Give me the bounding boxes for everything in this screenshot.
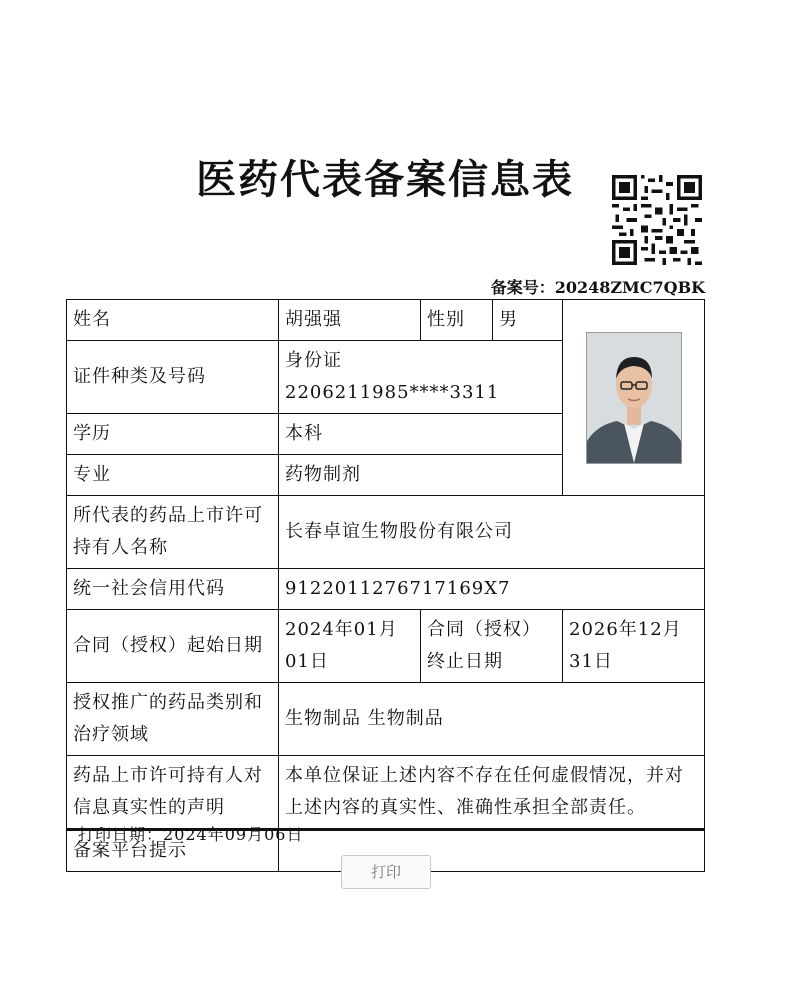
- table-row: [67, 300, 705, 341]
- credit-code-value: 9122011276717169X7: [279, 569, 705, 610]
- record-number: [491, 275, 705, 298]
- contract-end-label: 合同（授权）终止日期: [421, 610, 563, 683]
- credit-code-label: 统一社会信用代码: [67, 569, 279, 610]
- table-row: [67, 496, 705, 569]
- table-row: [67, 683, 705, 756]
- gender-label: 性别: [421, 300, 493, 341]
- info-table: [66, 299, 705, 872]
- name-label: 姓名: [67, 300, 279, 341]
- id-value: 身份证 2206211985****3311: [279, 341, 563, 414]
- record-number-value: 20248ZMC7QBK: [554, 278, 705, 297]
- page-title: 医药代表备案信息表: [196, 156, 574, 203]
- table-row: [67, 756, 705, 830]
- contract-start-value: 2024年01月01日: [279, 610, 421, 683]
- record-number-label: 备案号：: [490, 278, 555, 297]
- platform-hint-label: 备案平台提示: [67, 830, 279, 872]
- name-value: 胡强强: [279, 300, 421, 341]
- education-value: 本科: [279, 414, 563, 455]
- holder-label: 所代表的药品上市许可持有人名称: [67, 496, 279, 569]
- declaration-value: 本单位保证上述内容不存在任何虚假情况，并对上述内容的真实性、准确性承担全部责任。: [279, 756, 705, 830]
- gender-value: 男: [493, 300, 563, 341]
- person-photo: [586, 332, 682, 464]
- print-date-value: 2024年09月06日: [163, 825, 304, 844]
- print-button[interactable]: 打印: [341, 855, 431, 889]
- major-value: 药物制剂: [279, 455, 563, 496]
- major-label: 专业: [67, 455, 279, 496]
- print-date: [78, 822, 303, 845]
- category-label: 授权推广的药品类别和治疗领域: [67, 683, 279, 756]
- category-value: 生物制品 生物制品: [279, 683, 705, 756]
- contract-start-label: 合同（授权）起始日期: [67, 610, 279, 683]
- qr-code-icon: [612, 175, 702, 265]
- table-row: [67, 569, 705, 610]
- id-label: 证件种类及号码: [67, 341, 279, 414]
- table-row: [67, 610, 705, 683]
- contract-end-value: 2026年12月31日: [563, 610, 705, 683]
- holder-value: 长春卓谊生物股份有限公司: [279, 496, 705, 569]
- education-label: 学历: [67, 414, 279, 455]
- photo-cell: [563, 300, 705, 496]
- print-date-label: 打印日期：: [78, 825, 164, 844]
- declaration-label: 药品上市许可持有人对信息真实性的声明: [67, 756, 279, 830]
